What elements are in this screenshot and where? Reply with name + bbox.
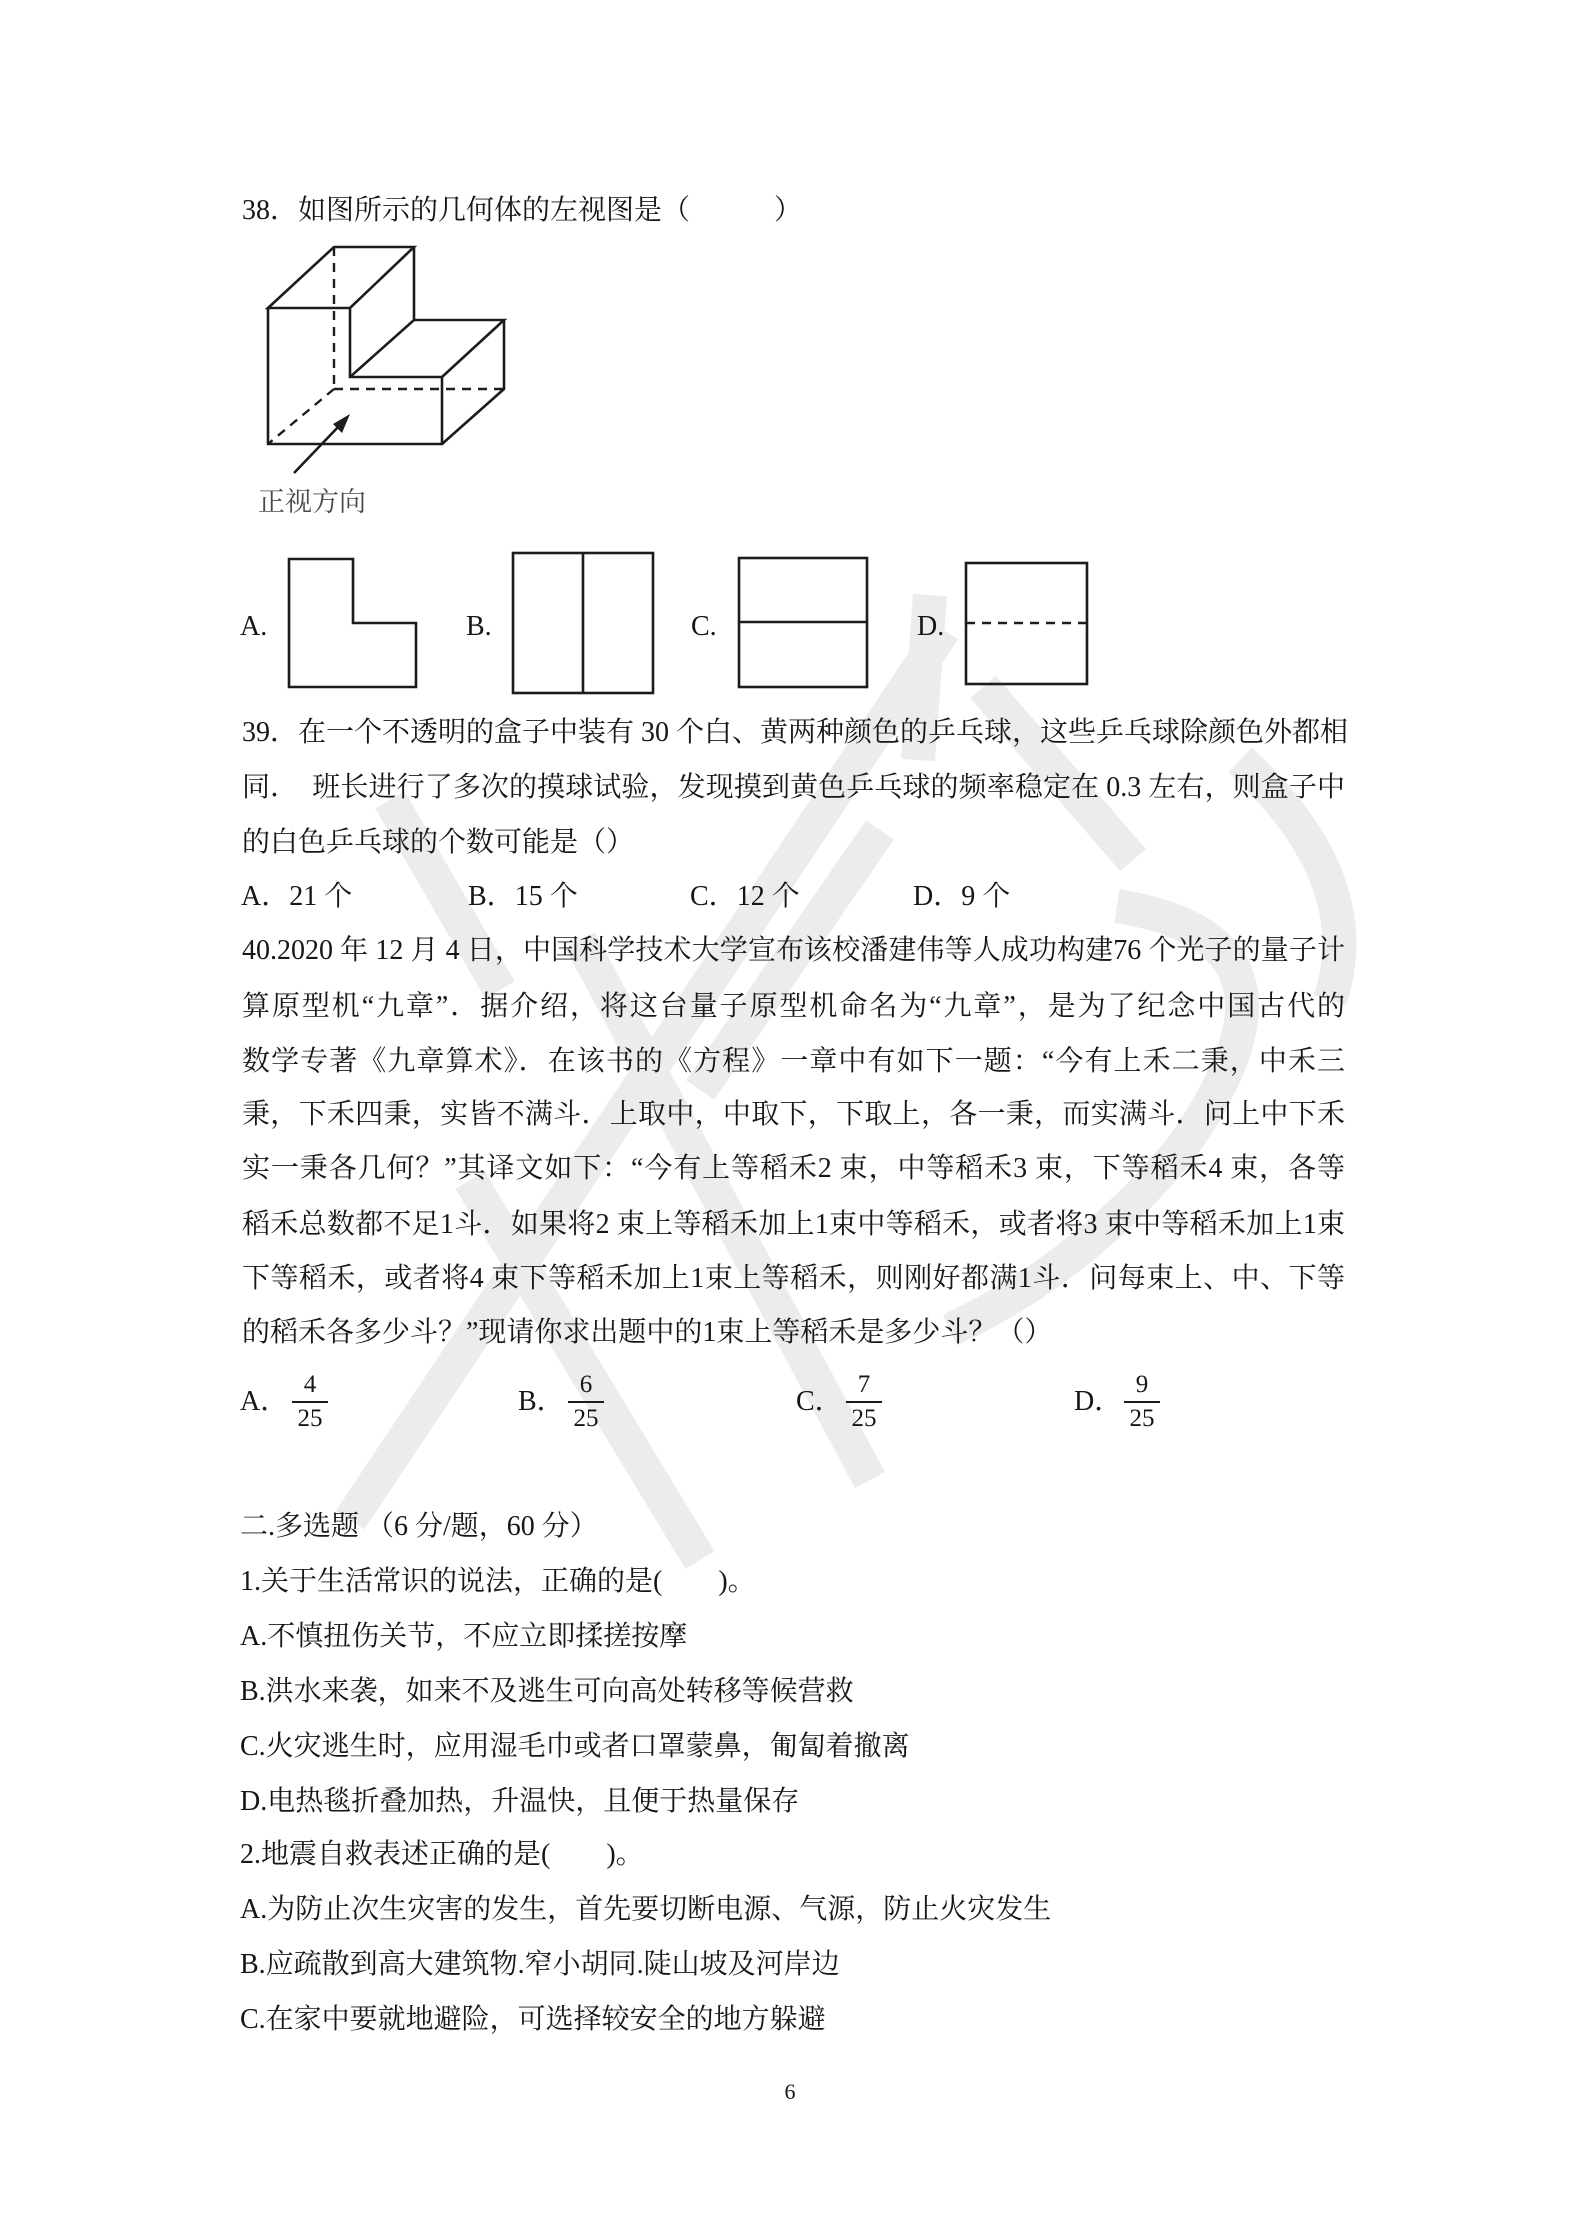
option-text: 15 个 [514, 881, 578, 912]
question-40-line: 40.2020 年 12 月 4 日，中国科学技术大学宣布该校潘建伟等人成功构建76 个光子的量子计 [242, 935, 1345, 966]
numerator: 4 [303, 1371, 317, 1398]
denominator: 25 [573, 1405, 599, 1432]
q39-option-c[interactable] [690, 877, 800, 917]
question-39-line: 39．在一个不透明的盒子中装有 30 个白、黄两种颜色的乒乓球，这些乒乓球除颜色外都相 [242, 717, 1349, 748]
q38-option-a-label[interactable]: A. [240, 611, 268, 642]
denominator: 25 [851, 1405, 877, 1432]
question-39-line: 的白色乒乓球的个数可能是（） [242, 827, 635, 858]
mc-question-1-option-c[interactable]: C.火灾逃生时，应用湿毛巾或者口罩蒙鼻，匍匐着撤离 [240, 1731, 910, 1762]
mc-question-2-option-b[interactable]: B.应疏散到高大建筑物.窄小胡同.陡山坡及河岸边 [240, 1949, 840, 1980]
q40-option-c-fraction[interactable] [846, 1369, 882, 1435]
question-39-line: 同． 班长进行了多次的摸球试验，发现摸到黄色乒乓球的频率稳定在 0.3 左右，则盒子中 [242, 772, 1345, 803]
option-label: A． [241, 881, 290, 912]
numerator: 9 [1135, 1371, 1149, 1398]
q40-option-d-label[interactable]: D． [1074, 1386, 1123, 1417]
mc-question-2-option-c[interactable]: C.在家中要就地避险，可选择较安全的地方躲避 [240, 2004, 826, 2035]
q38-option-b-label[interactable]: B. [466, 611, 492, 642]
q40-option-a-fraction[interactable] [292, 1369, 328, 1435]
mc-question-2-stem: 2.地震自救表述正确的是( )。 [240, 1839, 644, 1870]
q39-option-d[interactable] [913, 877, 1010, 917]
option-text: 21 个 [289, 881, 353, 912]
q40-option-d-fraction[interactable] [1124, 1369, 1160, 1435]
question-38-stem: 38．如图所示的几何体的左视图是（ ） [242, 195, 803, 226]
question-40-line: 算原型机“九章”．据介绍，将这台量子原型机命名为“九章”，是为了纪念中国古代的 [242, 991, 1345, 1022]
option-label: B． [468, 881, 515, 912]
question-40-line: 数学专著《九章算术》．在该书的《方程》一章中有如下一题：“今有上禾二秉，中禾三 [242, 1046, 1345, 1077]
denominator: 25 [1129, 1405, 1155, 1432]
mc-question-1-option-a[interactable]: A.不慎扭伤关节，不应立即揉搓按摩 [240, 1621, 688, 1652]
option-text: 9 个 [961, 881, 1011, 912]
q40-option-a-label[interactable]: A． [240, 1386, 289, 1417]
numerator: 6 [579, 1371, 593, 1398]
mc-question-1-stem: 1.关于生活常识的说法，正确的是( )。 [240, 1566, 756, 1597]
mc-question-2-option-a[interactable]: A.为防止次生灾害的发生，首先要切断电源、气源，防止火灾发生 [240, 1894, 1052, 1925]
option-a-l-shape [289, 559, 416, 687]
q38-option-c-label[interactable]: C. [691, 611, 717, 642]
q38-option-d-label[interactable]: D. [917, 611, 945, 642]
option-label: C． [690, 881, 737, 912]
question-40-line: 稻禾总数都不足1斗．如果将2 束上等稻禾加上1束中等稻禾，或者将3 束中等稻禾加上1束 [242, 1209, 1345, 1240]
mc-question-1-option-d[interactable]: D.电热毯折叠加热，升温快，且便于热量保存 [240, 1786, 800, 1817]
q39-option-b[interactable] [468, 877, 578, 917]
question-40-line: 下等稻禾，或者将4 束下等稻禾加上1束上等稻禾，则刚好都满1斗．问每束上、中、下等 [242, 1263, 1345, 1294]
q39-option-a[interactable] [241, 877, 352, 917]
question-40-line: 的稻禾各多少斗？”现请你求出题中的1束上等稻禾是多少斗？（） [242, 1317, 1053, 1348]
option-label: D． [913, 881, 962, 912]
question-40-line: 实一秉各几何？”其译文如下：“今有上等稻禾2 束，中等稻禾3 束，下等稻禾4 束，各等 [242, 1153, 1345, 1184]
q38-option-figures [280, 545, 1100, 705]
view-direction-arrow-icon [285, 405, 360, 485]
mc-question-1-option-b[interactable]: B.洪水来袭，如来不及逃生可向高处转移等候营救 [240, 1676, 854, 1707]
question-40-line: 秉，下禾四秉，实皆不满斗．上取中，中取下，下取上，各一秉，而实满斗．问上中下禾 [242, 1099, 1345, 1130]
q40-option-b-fraction[interactable] [568, 1369, 604, 1435]
section-title: 二.多选题 （6 分/题，60 分） [240, 1511, 598, 1542]
denominator: 25 [297, 1405, 323, 1432]
option-text: 12 个 [736, 881, 800, 912]
q40-option-b-label[interactable]: B． [518, 1386, 565, 1417]
view-direction-label: 正视方向 [258, 487, 366, 518]
numerator: 7 [857, 1371, 871, 1398]
q40-option-c-label[interactable]: C． [796, 1386, 843, 1417]
page-number: 6 [784, 2079, 796, 2104]
